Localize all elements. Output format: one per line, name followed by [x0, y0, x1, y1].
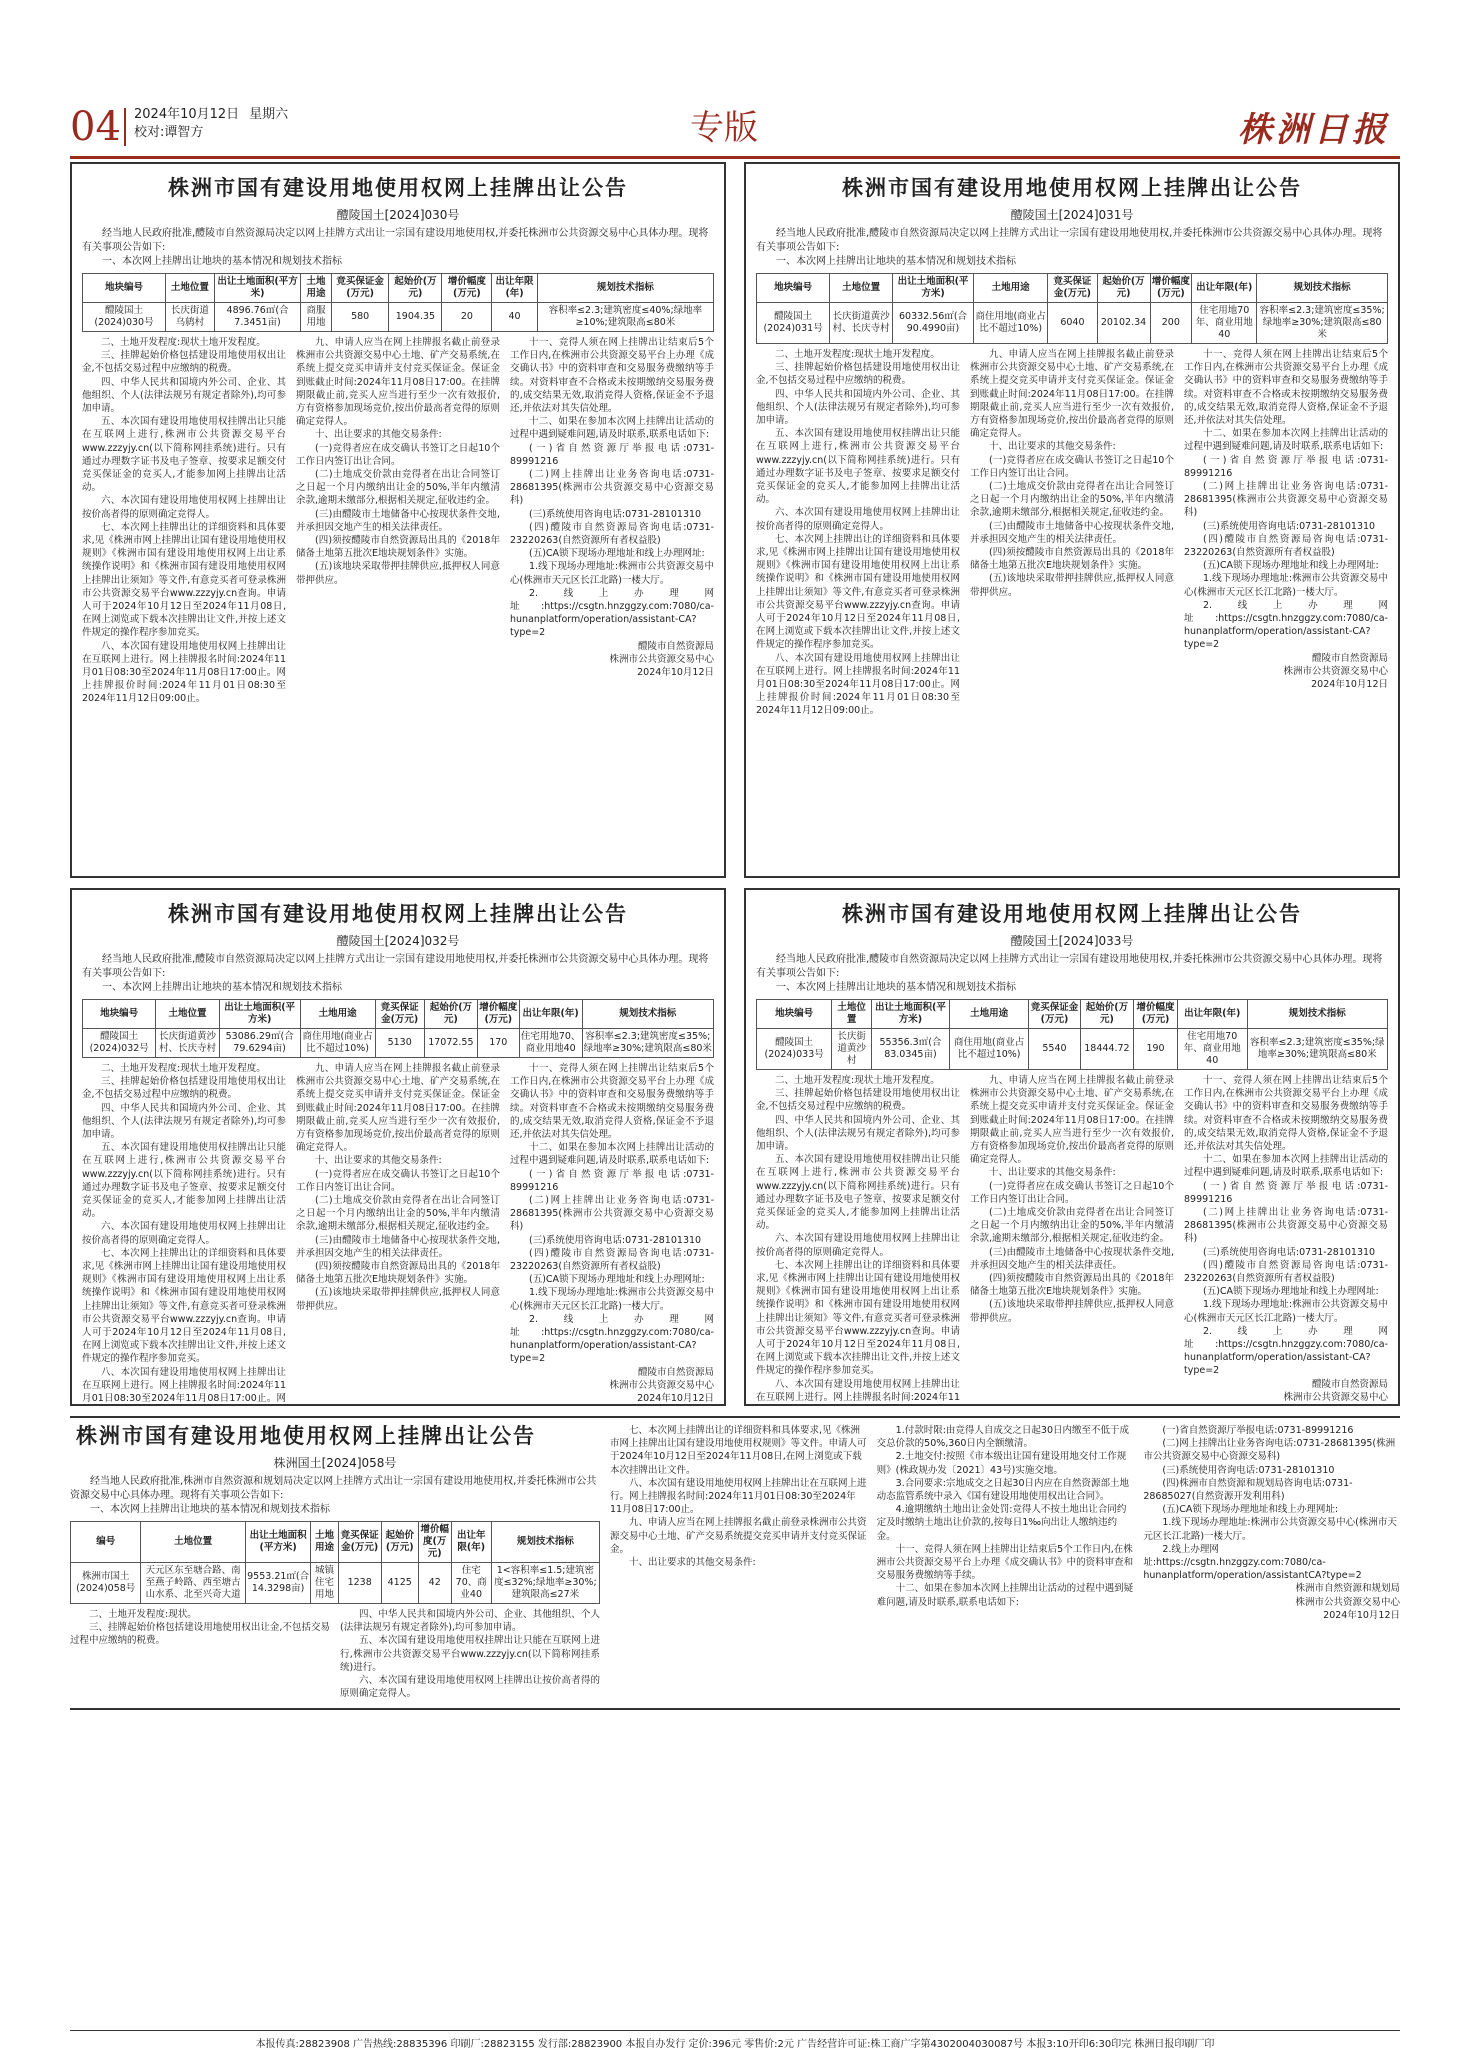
body-column [970, 1074, 1174, 1406]
body-paragraph: 四、中华人民共和国境内外公司、企业、其他组织、个人(法律法规另有规定者除外),均可参加申请。 [756, 1114, 960, 1153]
body-paragraph: 十二、如果在参加本次网上挂牌出让活动的过程中遇到疑难问题,请及时联系,联系电话如下: [1184, 428, 1388, 453]
body-paragraph: 三、挂牌起始价格包括建设用地使用权出让金,不包括交易过程中应缴纳的税费。 [82, 350, 286, 375]
table-cell: 53086.29㎡(合79.6294亩) [219, 1029, 300, 1058]
table-header: 增价幅度(万元) [1150, 274, 1192, 303]
notice-body [82, 336, 714, 706]
table-cell: 醴陵国土(2024)030号 [83, 303, 166, 332]
table-cell: 17072.55 [424, 1029, 477, 1058]
table-cell: 商住用地(商业占比不超过10%) [973, 303, 1047, 344]
table-header: 竞买保证金(万元) [331, 274, 389, 303]
body-column [756, 1074, 960, 1406]
body-column [610, 1424, 867, 1622]
notice-doc-number: 醴陵国土[2024]030号 [336, 208, 460, 222]
table-header: 土地用途 [949, 1000, 1028, 1029]
notice-subheading: 一、本次网上挂牌出让地块的基本情况和规划技术指标 [102, 982, 342, 993]
body-paragraph: 2.线上办理网址:https://csgtn.hnzggzy.com:7080/ca-hunanplatform/operation/assistant-CA?type=2 [1184, 599, 1388, 651]
body-paragraph: 五、本次国有建设用地使用权挂牌出让只能在互联网上进行,株洲市公共资源交易平台www.zzzyjy.cn(以下简称网挂系统)进行。只有通过办理数字证书及电子签章、按要求足额交付竞买保证金的竞买人,才能参加网上挂牌出让活动。 [82, 1142, 286, 1220]
table-cell: 4896.76㎡(合7.3451亩) [214, 303, 300, 332]
signature-line: 2024年10月12日 [1311, 679, 1388, 691]
signature-line [1184, 1404, 1388, 1406]
body-paragraph: (四)株洲市自然资源和规划局咨询电话:0731-28685027(自然资源开发利用科) [1143, 1477, 1353, 1503]
body-column [70, 1608, 330, 1700]
table-header: 出让土地面积(平方米) [893, 274, 974, 303]
body-paragraph: 二、土地开发程度:现状土地开发程度。 [775, 349, 940, 360]
table-header: 土地位置 [830, 274, 893, 303]
signature-line: 株洲市公共资源交易中心 [1295, 1596, 1400, 1608]
body-paragraph: (四)醴陵市自然资源局咨询电话:0731-23220263(自然资源所有者权益股) [1184, 533, 1388, 559]
body-column [296, 1062, 500, 1406]
table-header: 土地位置 [832, 1000, 872, 1029]
proofreader: 校对:谭智方 [134, 125, 204, 140]
body-paragraph: 1.线下现场办理地址:株洲市公共资源交易中心(株洲市天元区长江北路)一楼大厅。 [1184, 573, 1388, 598]
table-header: 规划技术指标 [491, 1522, 599, 1563]
header-divider [124, 108, 126, 146]
body-paragraph: 二、土地开发程度:现状土地开发程度。 [101, 1063, 266, 1074]
body-paragraph: 1.线下现场办理地址:株洲市公共资源交易中心(株洲市天元区长江北路)一楼大厅。 [1184, 1299, 1388, 1324]
body-paragraph: 十、出让要求的其他交易条件: [629, 1557, 756, 1569]
table-cell: 1904.35 [389, 303, 442, 332]
table-cell: 住宅用地70年、商业用地40 [1177, 1029, 1247, 1070]
body-paragraph: (二)土地成交价款由竞得者在出让合同签订之日起一个月内缴纳出让金的50%,半年内缴清余款,逾期未缴部分,根据相关规定,征收违约金。 [296, 1195, 500, 1233]
parcel-table [82, 273, 714, 332]
section-name: 专版 [690, 108, 758, 148]
body-paragraph: (二)土地成交价款由竞得者在出让合同签订之日起一个月内缴纳出让金的50%,半年内缴清余款,逾期未缴部分,根据相关规定,征收违约金。 [296, 469, 500, 507]
body-paragraph: (三)系统使用咨询电话:0731-28101310 [1162, 1464, 1335, 1476]
table-cell: 容积率≤2.3;建筑密度≤35%;绿地率≥30%;建筑限高≤80米 [582, 1029, 713, 1058]
body-column [340, 1608, 600, 1700]
body-paragraph: 十一、竞得人须在网上挂牌出让结束后5个工作日内,在株洲市公共资源交易平台上办理《成交确认书》中的资料审查和交易服务费缴纳等手续。对资料审查不合格或未按期缴纳交易服务费的,成交结果无效,取消竞得人资格,保证金不予退还,并依法对其失信处理。 [1184, 1075, 1388, 1153]
body-paragraph: 3.合同要求:宗地成交之日起30日内应在自然资源部土地动态监管系统中录入《国有建设用地使用权出让合同》。 [876, 1477, 1130, 1503]
issue-date: 2024年10月12日 [134, 107, 240, 122]
body-paragraph: (一)竞得者应在成交确认书签订之日起10个工作日内签订出让合同。 [970, 454, 1174, 479]
body-paragraph: (五)该地块采取带押挂牌供应,抵押权人同意带押供应。 [296, 1287, 500, 1312]
notice-058-table [70, 1521, 600, 1604]
table-cell: 40 [492, 303, 537, 332]
body-paragraph: (四)须按醴陵市自然资源局出具的《2018年储备土地第五批次E地块规划条件》实施。 [970, 1273, 1174, 1298]
body-paragraph: 二、土地开发程度:现状土地开发程度。 [775, 1075, 940, 1086]
body-column [510, 1062, 714, 1406]
table-header: 竞买保证金(万元) [1048, 274, 1097, 303]
table-header: 出让年限(年) [1192, 274, 1257, 303]
table-header: 起始价(万元) [389, 274, 442, 303]
body-paragraph: 十、出让要求的其他交易条件: [989, 1167, 1116, 1179]
body-paragraph: 2.线上办理网址:https://csgtn.hnzggzy.com:7080/ca-hunanplatform/operation/assistant-CA?type=2 [1184, 1325, 1388, 1377]
body-paragraph: (三)系统使用咨询电话:0731-28101310 [529, 508, 702, 520]
issue-info [134, 106, 298, 142]
body-paragraph: (五)该地块采取带押挂牌供应,抵押权人同意带押供应。 [296, 561, 500, 586]
notice-058-title: 株洲市国有建设用地使用权网上挂牌出让公告 [76, 1423, 536, 1448]
signature-line: 醴陵市自然资源局 [1311, 1378, 1388, 1390]
body-paragraph: 四、中华人民共和国境内外公司、企业、其他组织、个人(法律法规另有规定者除外),均可参加申请。 [340, 1609, 600, 1634]
table-header: 编号 [71, 1522, 141, 1563]
signature-line: 2024年10月12日 [637, 667, 714, 679]
table-cell: 商住用地(商业占比不超过10%) [949, 1029, 1028, 1070]
body-paragraph: (一)竞得者应在成交确认书签订之日起10个工作日内签订出让合同。 [296, 442, 500, 467]
body-paragraph: (一)省自然资源厅举报电话:0731-89991216 [510, 1168, 714, 1193]
table-cell: 住宅用地70、商业用地40 [519, 1029, 582, 1058]
body-paragraph: (四)醴陵市自然资源局咨询电话:0731-23220263(自然资源所有者权益股) [510, 521, 714, 547]
table-cell: 4125 [381, 1563, 418, 1604]
body-paragraph: 六、本次国有建设用地使用权网上挂牌出让按价高者得的原则确定竞得人。 [756, 1233, 960, 1258]
parcel-table [756, 273, 1388, 344]
body-paragraph: 六、本次国有建设用地使用权网上挂牌出让按价高者得的原则确定竞得人。 [82, 1221, 286, 1246]
notice-030 [70, 162, 726, 878]
body-paragraph: 九、申请人应当在网上挂牌报名截止前登录株洲市公共资源交易中心土地、矿产交易系统提交竞买申请并支付竞买保证金。 [610, 1517, 867, 1555]
body-paragraph: 1.线下现场办理地址:株洲市公共资源交易中心(株洲市天元区长江北路)一楼大厅。 [1143, 1517, 1397, 1542]
table-cell: 醴陵国土(2024)032号 [83, 1029, 156, 1058]
signature-line: 醴陵市自然资源局 [1311, 652, 1388, 664]
table-header: 起始价(万元) [424, 1000, 477, 1029]
body-paragraph: (一)省自然资源厅举报电话:0731-89991216 [1162, 1425, 1354, 1436]
body-paragraph: (四)醴陵市自然资源局咨询电话:0731-23220263(自然资源所有者权益股) [510, 1247, 714, 1273]
body-paragraph: (二)网上挂牌出让业务咨询电话:0731-28681395(株洲市公共资源交易中心资源交易科) [1143, 1438, 1396, 1463]
table-cell: 18444.72 [1080, 1029, 1134, 1070]
table-header: 出让土地面积(平方米) [219, 1000, 300, 1029]
body-paragraph: (二)网上挂牌出让业务咨询电话:0731-28681395(株洲市公共资源交易中心资源交易科) [1184, 1207, 1388, 1245]
body-paragraph: (五)CA锁下现场办理地址和线上办理网址: [1162, 1504, 1339, 1516]
table-header: 竞买保证金(万元) [1029, 1000, 1080, 1029]
body-paragraph: 六、本次国有建设用地使用权网上挂牌出让按价高者得的原则确定竞得人。 [82, 495, 286, 520]
notice-title: 株洲市国有建设用地使用权网上挂牌出让公告 [842, 901, 1302, 926]
body-paragraph: 三、挂牌起始价格包括建设用地使用权出让金,不包括交易过程中应缴纳的税费。 [756, 1088, 960, 1113]
signature-line: 2024年10月12日 [1323, 1609, 1400, 1621]
body-column [970, 348, 1174, 718]
body-paragraph: 1.付款时限:由竞得人自成交之日起30日内缴至不低于成交总价款的50%,360日内全额缴清。 [876, 1425, 1130, 1450]
body-paragraph: (三)由醴陵市土地储备中心按现状条件交地,并承担因交地产生的相关法律责任。 [296, 508, 500, 533]
notice-doc-number: 醴陵国土[2024]033号 [1010, 934, 1134, 948]
table-header: 地块编号 [757, 274, 830, 303]
table-cell: 9553.21㎡(合14.3298亩) [245, 1563, 311, 1604]
table-header: 竞买保证金(万元) [338, 1522, 381, 1563]
notice-intro: 经当地人民政府批准,醴陵市自然资源局决定以网上挂牌方式出让一宗国有建设用地使用权,并委托株洲市公共资源交易中心具体办理。现将有关事项公告如下: [82, 228, 709, 253]
table-header: 土地用途 [973, 274, 1047, 303]
table-header: 增价幅度(万元) [1134, 1000, 1178, 1029]
body-paragraph: 2.线上办理网址:https://csgtn.hnzggzy.com:7080/ca-hunanplatform/operation/assistant-CA?type=2 [510, 1313, 714, 1365]
notice-032 [70, 888, 726, 1406]
notice-058-body [610, 1424, 1400, 1622]
body-paragraph: 十二、如果在参加本次网上挂牌出让活动的过程中遇到疑难问题,请及时联系,联系电话如下: [1184, 1154, 1388, 1179]
table-cell: 长庆街道黄沙村、长庆寺村 [156, 1029, 219, 1058]
table-cell: 580 [331, 303, 389, 332]
body-paragraph: 六、本次国有建设用地使用权网上挂牌出让按价高者得的原则确定竞得人。 [756, 507, 960, 532]
body-paragraph: (一)省自然资源厅举报电话:0731-89991216 [1184, 1180, 1388, 1205]
notice-subheading: 一、本次网上挂牌出让地块的基本情况和规划技术指标 [776, 982, 1016, 993]
body-paragraph: 十二、如果在参加本次网上挂牌出让活动的过程中遇到疑难问题,请及时联系,联系电话如下: [876, 1583, 1134, 1608]
table-cell: 1<容积率≤1.5;建筑密度≤32%;绿地率≥30%;建筑限高≤27米 [491, 1563, 599, 1604]
table-cell: 55356.3㎡(合83.0345亩) [871, 1029, 949, 1070]
notice-subheading: 一、本次网上挂牌出让地块的基本情况和规划技术指标 [102, 256, 342, 267]
table-header: 土地位置 [141, 1522, 245, 1563]
parcel-table [82, 999, 714, 1058]
body-paragraph: 十二、如果在参加本次网上挂牌出让活动的过程中遇到疑难问题,请及时联系,联系电话如下: [510, 416, 714, 441]
notice-intro: 经当地人民政府批准,醴陵市自然资源局决定以网上挂牌方式出让一宗国有建设用地使用权,并委托株洲市公共资源交易中心具体办理。现将有关事项公告如下: [82, 954, 709, 979]
notice-058-left-body [70, 1608, 600, 1700]
body-paragraph: 五、本次国有建设用地使用权挂牌出让只能在互联网上进行,株洲市公共资源交易平台www.zzzyjy.cn(以下简称网挂系统)进行。只有通过办理数字证书及电子签章、按要求足额交付竞买保证金的竞买人,才能参加网上挂牌出让活动。 [756, 1154, 960, 1232]
signature-line: 株洲市公共资源交易中心 [1283, 665, 1388, 677]
table-cell: 容积率≤2.3;建筑密度≤35%;绿地率≥30%;建筑限高≤80米 [1257, 303, 1388, 344]
table-header: 土地位置 [156, 1000, 219, 1029]
body-paragraph: (五)该地块采取带押挂牌供应,抵押权人同意带押供应。 [970, 1299, 1174, 1324]
body-paragraph: 七、本次网上挂牌出让的详细资料和具体要求,见《株洲市网上挂牌出让国有建设用地使用权规则》《株洲市国有建设用地使用权网上出让系统操作说明》和《株洲市国有建设用地使用权网上挂牌出让须知》等文件,有意竞买者可登录株洲市公共资源交易平台www.zzzyjy.cn查询。申请人可于2024年10月12日至2024年11月08日,在网上浏览或下载本次挂牌出让文件,并按上述文件规定的操作程序参加竞买。 [756, 1259, 960, 1377]
table-cell: 200 [1150, 303, 1192, 344]
table-header: 地块编号 [83, 274, 166, 303]
body-paragraph: 2.土地交付:按照《市本级出让国有建设用地交付工作规则》(株政规办发〔2021〕43号)实施交地。 [876, 1451, 1127, 1476]
body-paragraph: (三)系统使用咨询电话:0731-28101310 [1203, 1246, 1376, 1258]
body-paragraph: 九、申请人应当在网上挂牌报名截止前登录株洲市公共资源交易中心土地、矿产交易系统,在系统上提交竞买申请并支付竞买保证金。保证金到账截止时间:2024年11月08日17:00。在挂牌期限截止前,竞买人应当进行至少一次有效报价,方有资格参加现场竞价,按出价最高者竞得的原则确定竞得人。 [296, 337, 500, 428]
body-paragraph: (二)网上挂牌出让业务咨询电话:0731-28681395(株洲市公共资源交易中心资源交易科) [510, 1195, 714, 1233]
body-paragraph: (四)醴陵市自然资源局咨询电话:0731-23220263(自然资源所有者权益股) [1184, 1259, 1388, 1285]
body-paragraph: (一)竞得者应在成交确认书签订之日起10个工作日内签订出让合同。 [296, 1168, 500, 1193]
signature-line: 株洲市公共资源交易中心 [609, 1379, 714, 1391]
body-column [1184, 348, 1388, 718]
table-header: 规划技术指标 [537, 274, 713, 303]
table-header: 出让土地面积(平方米) [871, 1000, 949, 1029]
table-cell: 42 [418, 1563, 451, 1604]
body-paragraph: 十、出让要求的其他交易条件: [315, 429, 442, 441]
body-paragraph: (一)竞得者应在成交确认书签订之日起10个工作日内签订出让合同。 [970, 1180, 1174, 1205]
body-paragraph: 十一、竞得人须在网上挂牌出让结束后5个工作日内,在株洲市公共资源交易平台上办理《成交确认书》中的资料审查和交易服务费缴纳等手续。对资料审查不合格或未按期缴纳交易服务费的,成交结果无效,取消竞得人资格,保证金不予退还,并依法对其失信处理。 [510, 1063, 714, 1141]
table-cell: 容积率≤2.3;建筑密度≤35%;绿地率≥30%;建筑限高≤80米 [1247, 1029, 1387, 1070]
body-paragraph: (一)省自然资源厅举报电话:0731-89991216 [1184, 454, 1388, 479]
notice-body [82, 1062, 714, 1406]
footer: 本报传真:28823908 广告热线:28835396 印刷厂:28823155 发行部:28823900 本报自办发行 定价:396元 零售价:2元 广告经营许可证:株工商广字第4302004030087号 本报3:10开印6:30印完 株洲日报印刷厂印 [70, 2030, 1400, 2050]
body-paragraph: (三)由醴陵市土地储备中心按现状条件交地,并承担因交地产生的相关法律责任。 [970, 1246, 1174, 1271]
body-paragraph: (二)网上挂牌出让业务咨询电话:0731-28681395(株洲市公共资源交易中心资源交易科) [510, 469, 714, 507]
notice-intro: 经当地人民政府批准,醴陵市自然资源局决定以网上挂牌方式出让一宗国有建设用地使用权,并委托株洲市公共资源交易中心具体办理。现将有关事项公告如下: [756, 954, 1383, 979]
signature-line: 醴陵市自然资源局 [637, 640, 714, 652]
table-header: 规划技术指标 [1257, 274, 1388, 303]
body-paragraph: 十、出让要求的其他交易条件: [989, 441, 1116, 453]
notice-doc-number: 醴陵国土[2024]031号 [1010, 208, 1134, 222]
body-paragraph: 八、本次国有建设用地使用权网上挂牌出让在互联网上进行。网上挂牌报名时间:2024年11月01日08:30至2024年11月08日17:00止。网上挂牌报价时间:2024年11月01日08:30至2024年11月12日09:00止。 [756, 652, 960, 717]
notice-doc-number: 醴陵国土[2024]032号 [336, 934, 460, 948]
table-cell: 1238 [338, 1563, 381, 1604]
masthead-logo: 株洲日报 [1238, 110, 1390, 150]
table-cell: 商服用地 [301, 303, 332, 332]
table-cell: 醴陵国土(2024)033号 [757, 1029, 832, 1070]
table-header: 出让年限(年) [519, 1000, 582, 1029]
table-cell: 天元区东至塘合路、南至燕子岭路、西至塘古山水系、北至兴奇大道 [141, 1563, 245, 1604]
table-cell: 容积率≤2.3;建筑密度≤40%;绿地率≥10%;建筑限高≤80米 [537, 303, 713, 332]
signature-line: 株洲市公共资源交易中心 [1283, 1391, 1388, 1403]
table-cell: 20 [442, 303, 492, 332]
body-paragraph: 1.线下现场办理地址:株洲市公共资源交易中心(株洲市天元区长江北路)一楼大厅。 [510, 1287, 714, 1312]
body-paragraph: (三)系统使用咨询电话:0731-28101310 [1203, 520, 1376, 532]
body-paragraph: 七、本次网上挂牌出让的详细资料和具体要求,见《株洲市网上挂牌出让国有建设用地使用权规则》《株洲市国有建设用地使用权网上出让系统操作说明》和《株洲市国有建设用地使用权网上挂牌出让须知》等文件,有意竞买者可登录株洲市公共资源交易平台www.zzzyjy.cn查询。申请人可于2024年10月12日至2024年11月08日,在网上浏览或下载本次挂牌出让文件,并按上述文件规定的操作程序参加竞买。 [756, 533, 960, 651]
table-header: 增价幅度(万元) [442, 274, 492, 303]
table-cell: 住宅70、商业40 [451, 1563, 491, 1604]
body-paragraph: 2.线上办理网址:https://csgtn.hnzggzy.com:7080/ca-hunanplatform/operation/assistantCA?type=2 [1143, 1543, 1362, 1582]
body-paragraph: 五、本次国有建设用地使用权挂牌出让只能在互联网上进行,株洲市公共资源交易平台www.zzzyjy.cn(以下简称网挂系统)进行。 [340, 1635, 600, 1673]
table-header: 竞买保证金(万元) [375, 1000, 424, 1029]
notice-title: 株洲市国有建设用地使用权网上挂牌出让公告 [168, 175, 628, 200]
table-cell: 醴陵国土(2024)031号 [757, 303, 830, 344]
notice-058-sub: 一、本次网上挂牌出让地块的基本情况和规划技术指标 [90, 1504, 330, 1515]
table-cell: 商住用地(商业占比不超过10%) [300, 1029, 375, 1058]
notice-intro: 经当地人民政府批准,醴陵市自然资源局决定以网上挂牌方式出让一宗国有建设用地使用权,并委托株洲市公共资源交易中心具体办理。现将有关事项公告如下: [756, 228, 1383, 253]
table-header: 地块编号 [757, 1000, 832, 1029]
notice-title: 株洲市国有建设用地使用权网上挂牌出让公告 [842, 175, 1302, 200]
table-cell: 20102.34 [1097, 303, 1150, 344]
body-paragraph: (五)CA锁下现场办理地址和线上办理网址: [1203, 560, 1379, 572]
signature-line: 2024年10月12日 [637, 1393, 714, 1405]
notice-033 [744, 888, 1400, 1406]
notice-058-doc: 株洲国土[2024]058号 [273, 1456, 397, 1470]
body-column [82, 1062, 286, 1406]
body-paragraph: 五、本次国有建设用地使用权挂牌出让只能在互联网上进行,株洲市公共资源交易平台www.zzzyjy.cn(以下简称网挂系统)进行。只有通过办理数字证书及电子签章、按要求足额交付竞买保证金的竞买人,才能参加网上挂牌出让活动。 [756, 428, 960, 506]
page-number: 04 [70, 104, 121, 150]
body-paragraph: (五)CA锁下现场办理地址和线上办理网址: [1203, 1286, 1379, 1298]
table-header: 出让年限(年) [492, 274, 537, 303]
body-paragraph: 三、挂牌起始价格包括建设用地使用权出让金,不包括交易过程中应缴纳的税费。 [82, 1076, 286, 1101]
body-column [296, 336, 500, 706]
body-column [1184, 1074, 1388, 1406]
notice-058-left [70, 1418, 600, 1700]
table-header: 出让年限(年) [1177, 1000, 1247, 1029]
table-cell: 6040 [1048, 303, 1097, 344]
table-header: 土地用途 [300, 1000, 375, 1029]
body-paragraph: (二)网上挂牌出让业务咨询电话:0731-28681395(株洲市公共资源交易中心资源交易科) [1184, 481, 1388, 519]
notice-body [756, 348, 1388, 718]
table-header: 土地用途 [311, 1522, 338, 1563]
body-paragraph: 4.逾期缴纳土地出让金处罚:竞得人不按土地出让合同约定及时缴纳土地出让价款的,按每日1‰向出让人缴纳违约金。 [876, 1504, 1127, 1542]
body-paragraph: (四)须按醴陵市自然资源局出具的《2018年储备土地第五批次E地块规划条件》实施。 [296, 535, 500, 560]
notice-058 [70, 1416, 1400, 1710]
body-paragraph: 十、出让要求的其他交易条件: [315, 1155, 442, 1167]
body-paragraph: 二、土地开发程度:现状。 [89, 1609, 197, 1620]
body-column [1143, 1424, 1400, 1622]
body-paragraph: 十二、如果在参加本次网上挂牌出让活动的过程中遇到疑难问题,请及时联系,联系电话如下: [510, 1142, 714, 1167]
body-paragraph: (三)由醴陵市土地储备中心按现状条件交地,并承担因交地产生的相关法律责任。 [296, 1234, 500, 1259]
notice-body [756, 1074, 1388, 1406]
body-paragraph: 七、本次网上挂牌出让的详细资料和具体要求,见《株洲市网上挂牌出让国有建设用地使用权规则》《株洲市国有建设用地使用权网上出让系统操作说明》和《株洲市国有建设用地使用权网上挂牌出让须知》等文件,有意竞买者可登录株洲市公共资源交易平台www.zzzyjy.cn查询。申请人可于2024年10月12日至2024年11月08日,在网上浏览或下载本次挂牌出让文件,并按上述文件规定的操作程序参加竞买。 [82, 1247, 286, 1365]
parcel-table [756, 999, 1388, 1070]
body-column [877, 1424, 1134, 1622]
table-header: 出让年限(年) [451, 1522, 491, 1563]
table-header: 规划技术指标 [1247, 1000, 1387, 1029]
table-header: 出让土地面积(平方米) [245, 1522, 311, 1563]
body-paragraph: 二、土地开发程度:现状土地开发程度。 [101, 337, 266, 348]
body-paragraph: 十一、竞得人须在网上挂牌出让结束后5个工作日内,在株洲市公共资源交易平台上办理《成交确认书》中的资料审查和交易服务费缴纳等手续。对资料审查不合格或未按期缴纳交易服务费的,成交结果无效,取消竞得人资格,保证金不予退还,并依法对其失信处理。 [510, 337, 714, 415]
table-cell: 60332.56㎡(合90.4990亩) [893, 303, 974, 344]
body-paragraph: 2.线上办理网址:https://csgtn.hnzggzy.com:7080/ca-hunanplatform/operation/assistant-CA?type=2 [510, 587, 714, 639]
table-header: 起始价(万元) [1080, 1000, 1134, 1029]
body-paragraph: 三、挂牌起始价格包括建设用地使用权出让金,不包括交易过程中应缴纳的税费。 [756, 362, 960, 387]
body-paragraph: 四、中华人民共和国境内外公司、企业、其他组织、个人(法律法规另有规定者除外),均可参加申请。 [82, 376, 286, 415]
body-paragraph: 十一、竞得人须在网上挂牌出让结束后5个工作日内,在株洲市公共资源交易平台上办理《成交确认书》中的资料审查和交易服务费缴纳等手续。对资料审查不合格或未按期缴纳交易服务费的,成交结果无效,取消竞得人资格,保证金不予退还,并依法对其失信处理。 [1184, 349, 1388, 427]
body-paragraph: 1.线下现场办理地址:株洲市公共资源交易中心(株洲市天元区长江北路)一楼大厅。 [510, 561, 714, 586]
table-header: 土地位置 [166, 274, 215, 303]
table-cell: 5540 [1029, 1029, 1080, 1070]
body-paragraph: 八、本次国有建设用地使用权网上挂牌出让在互联网上进行。网上挂牌报名时间:2024年11月01日08:30至2024年11月08日17:00止。网上挂牌报价时间:2024年11月01日08:30至2024年11月12日09:00止。 [82, 640, 286, 705]
body-paragraph: 六、本次国有建设用地使用权网上挂牌出让按价高者得的原则确定竞得人。 [340, 1675, 600, 1700]
body-paragraph: 九、申请人应当在网上挂牌报名截止前登录株洲市公共资源交易中心土地、矿产交易系统,在系统上提交竞买申请并支付竞买保证金。保证金到账截止时间:2024年11月08日17:00。在挂牌期限截止前,竞买人应当进行至少一次有效报价,方有资格参加现场竞价,按出价最高者竞得的原则确定竞得人。 [296, 1063, 500, 1154]
table-cell: 长庆街道黄沙村、长庆寺村 [830, 303, 893, 344]
body-paragraph: (三)由醴陵市土地储备中心按现状条件交地,并承担因交地产生的相关法律责任。 [970, 520, 1174, 545]
body-paragraph: 八、本次国有建设用地使用权网上挂牌出让在互联网上进行。网上挂牌报名时间:2024年11月01日08:30至2024年11月08日17:00止。 [610, 1477, 867, 1516]
body-column [756, 348, 960, 718]
body-column [82, 336, 286, 706]
table-cell: 170 [477, 1029, 519, 1058]
body-paragraph: 三、挂牌起始价格包括建设用地使用权出让金,不包括交易过程中应缴纳的税费。 [70, 1622, 330, 1647]
body-paragraph: (五)CA锁下现场办理地址和线上办理网址: [529, 548, 705, 560]
table-cell: 长庆街道乌鸫村 [166, 303, 215, 332]
table-header: 增价幅度(万元) [477, 1000, 519, 1029]
body-paragraph: (五)该地块采取带押挂牌供应,抵押权人同意带押供应。 [970, 573, 1174, 598]
table-cell: 住宅用地70年、商业用地40 [1192, 303, 1257, 344]
table-header: 土地用途 [301, 274, 332, 303]
table-cell: 城镇住宅用地 [311, 1563, 338, 1604]
notice-title: 株洲市国有建设用地使用权网上挂牌出让公告 [168, 901, 628, 926]
body-paragraph: (四)须按醴陵市自然资源局出具的《2018年储备土地第五批次E地块规划条件》实施。 [970, 547, 1174, 572]
table-header: 出让土地面积(平方米) [214, 274, 300, 303]
signature-line: 醴陵市自然资源局 [637, 1366, 714, 1378]
body-column [510, 336, 714, 706]
body-paragraph: 五、本次国有建设用地使用权挂牌出让只能在互联网上进行,株洲市公共资源交易平台www.zzzyjy.cn(以下简称网挂系统)进行。只有通过办理数字证书及电子签章、按要求足额交付竞买保证金的竞买人,才能参加网上挂牌出让活动。 [82, 416, 286, 494]
issue-weekday: 星期六 [249, 107, 289, 122]
table-header: 起始价(万元) [381, 1522, 418, 1563]
body-paragraph: 十一、竞得人须在网上挂牌出让结束后5个工作日内,在株洲市公共资源交易平台上办理《成交确认书》中的资料审查和交易服务费缴纳等手续。 [876, 1543, 1134, 1582]
body-paragraph: (五)CA锁下现场办理地址和线上办理网址: [529, 1274, 705, 1286]
table-cell: 190 [1134, 1029, 1178, 1070]
body-paragraph: (四)须按醴陵市自然资源局出具的《2018年储备土地第五批次E地块规划条件》实施。 [296, 1261, 500, 1286]
table-cell: 长庆街道黄沙村 [832, 1029, 872, 1070]
notice-031 [744, 162, 1400, 878]
body-paragraph: 八、本次国有建设用地使用权网上挂牌出让在互联网上进行。网上挂牌报名时间:2024年11月01日08:30至2024年11月08日17:00止。网 [82, 1366, 286, 1405]
table-header: 增价幅度(万元) [418, 1522, 451, 1563]
notice-058-intro: 经当地人民政府批准,株洲市自然资源和规划局决定以网上挂牌方式出让一宗国有建设用地使用权,并委托株洲市公共资源交易中心具体办理。现将有关事项公告如下: [70, 1476, 597, 1501]
signature-line: 株洲市自然资源和规划局 [1295, 1583, 1400, 1595]
body-paragraph: (一)省自然资源厅举报电话:0731-89991216 [510, 442, 714, 467]
table-header: 起始价(万元) [1097, 274, 1150, 303]
table-cell: 5130 [375, 1029, 424, 1058]
body-paragraph: (二)土地成交价款由竞得者在出让合同签订之日起一个月内缴纳出让金的50%,半年内缴清余款,逾期未缴部分,根据相关规定,征收违约金。 [970, 481, 1174, 519]
body-paragraph: 四、中华人民共和国境内外公司、企业、其他组织、个人(法律法规另有规定者除外),均可参加申请。 [82, 1102, 286, 1141]
table-header: 规划技术指标 [582, 1000, 713, 1029]
notice-subheading: 一、本次网上挂牌出让地块的基本情况和规划技术指标 [776, 256, 1016, 267]
body-paragraph: (二)土地成交价款由竞得者在出让合同签订之日起一个月内缴纳出让金的50%,半年内缴清余款,逾期未缴部分,根据相关规定,征收违约金。 [970, 1207, 1174, 1245]
body-paragraph: 七、本次网上挂牌出让的详细资料和具体要求,见《株洲市网上挂牌出让国有建设用地使用权规则》等文件。申请人可于2024年10月12日至2024年11月08日,在网上浏览或下载本次挂牌出让文件。 [610, 1425, 867, 1476]
signature-line: 株洲市公共资源交易中心 [609, 653, 714, 665]
body-paragraph: 八、本次国有建设用地使用权网上挂牌出让在互联网上进行。网上挂牌报名时间:2024年11 [756, 1378, 960, 1403]
body-paragraph: 九、申请人应当在网上挂牌报名截止前登录株洲市公共资源交易中心土地、矿产交易系统,在系统上提交竞买申请并支付竞买保证金。保证金到账截止时间:2024年11月08日17:00。在挂牌期限截止前,竞买人应当进行至少一次有效报价,方有资格参加现场竞价,按出价最高者竞得的原则确定竞得人。 [970, 349, 1174, 440]
table-header: 地块编号 [83, 1000, 156, 1029]
page-header [70, 98, 1400, 159]
body-paragraph: 四、中华人民共和国境内外公司、企业、其他组织、个人(法律法规另有规定者除外),均可参加申请。 [756, 388, 960, 427]
table-cell: 株洲市国土(2024)058号 [71, 1563, 141, 1604]
body-paragraph: 七、本次网上挂牌出让的详细资料和具体要求,见《株洲市网上挂牌出让国有建设用地使用权规则》《株洲市国有建设用地使用权网上出让系统操作说明》和《株洲市国有建设用地使用权网上挂牌出让须知》等文件,有意竞买者可登录株洲市公共资源交易平台www.zzzyjy.cn查询。申请人可于2024年10月12日至2024年11月08日,在网上浏览或下载本次挂牌出让文件,并按上述文件规定的操作程序参加竞买。 [82, 521, 286, 639]
body-paragraph: 九、申请人应当在网上挂牌报名截止前登录株洲市公共资源交易中心土地、矿产交易系统,在系统上提交竞买申请并支付竞买保证金。保证金到账截止时间:2024年11月08日17:00。在挂牌期限截止前,竞买人应当进行至少一次有效报价,方有资格参加现场竞价,按出价最高者竞得的原则确定竞得人。 [970, 1075, 1174, 1166]
body-paragraph: (三)系统使用咨询电话:0731-28101310 [529, 1234, 702, 1246]
